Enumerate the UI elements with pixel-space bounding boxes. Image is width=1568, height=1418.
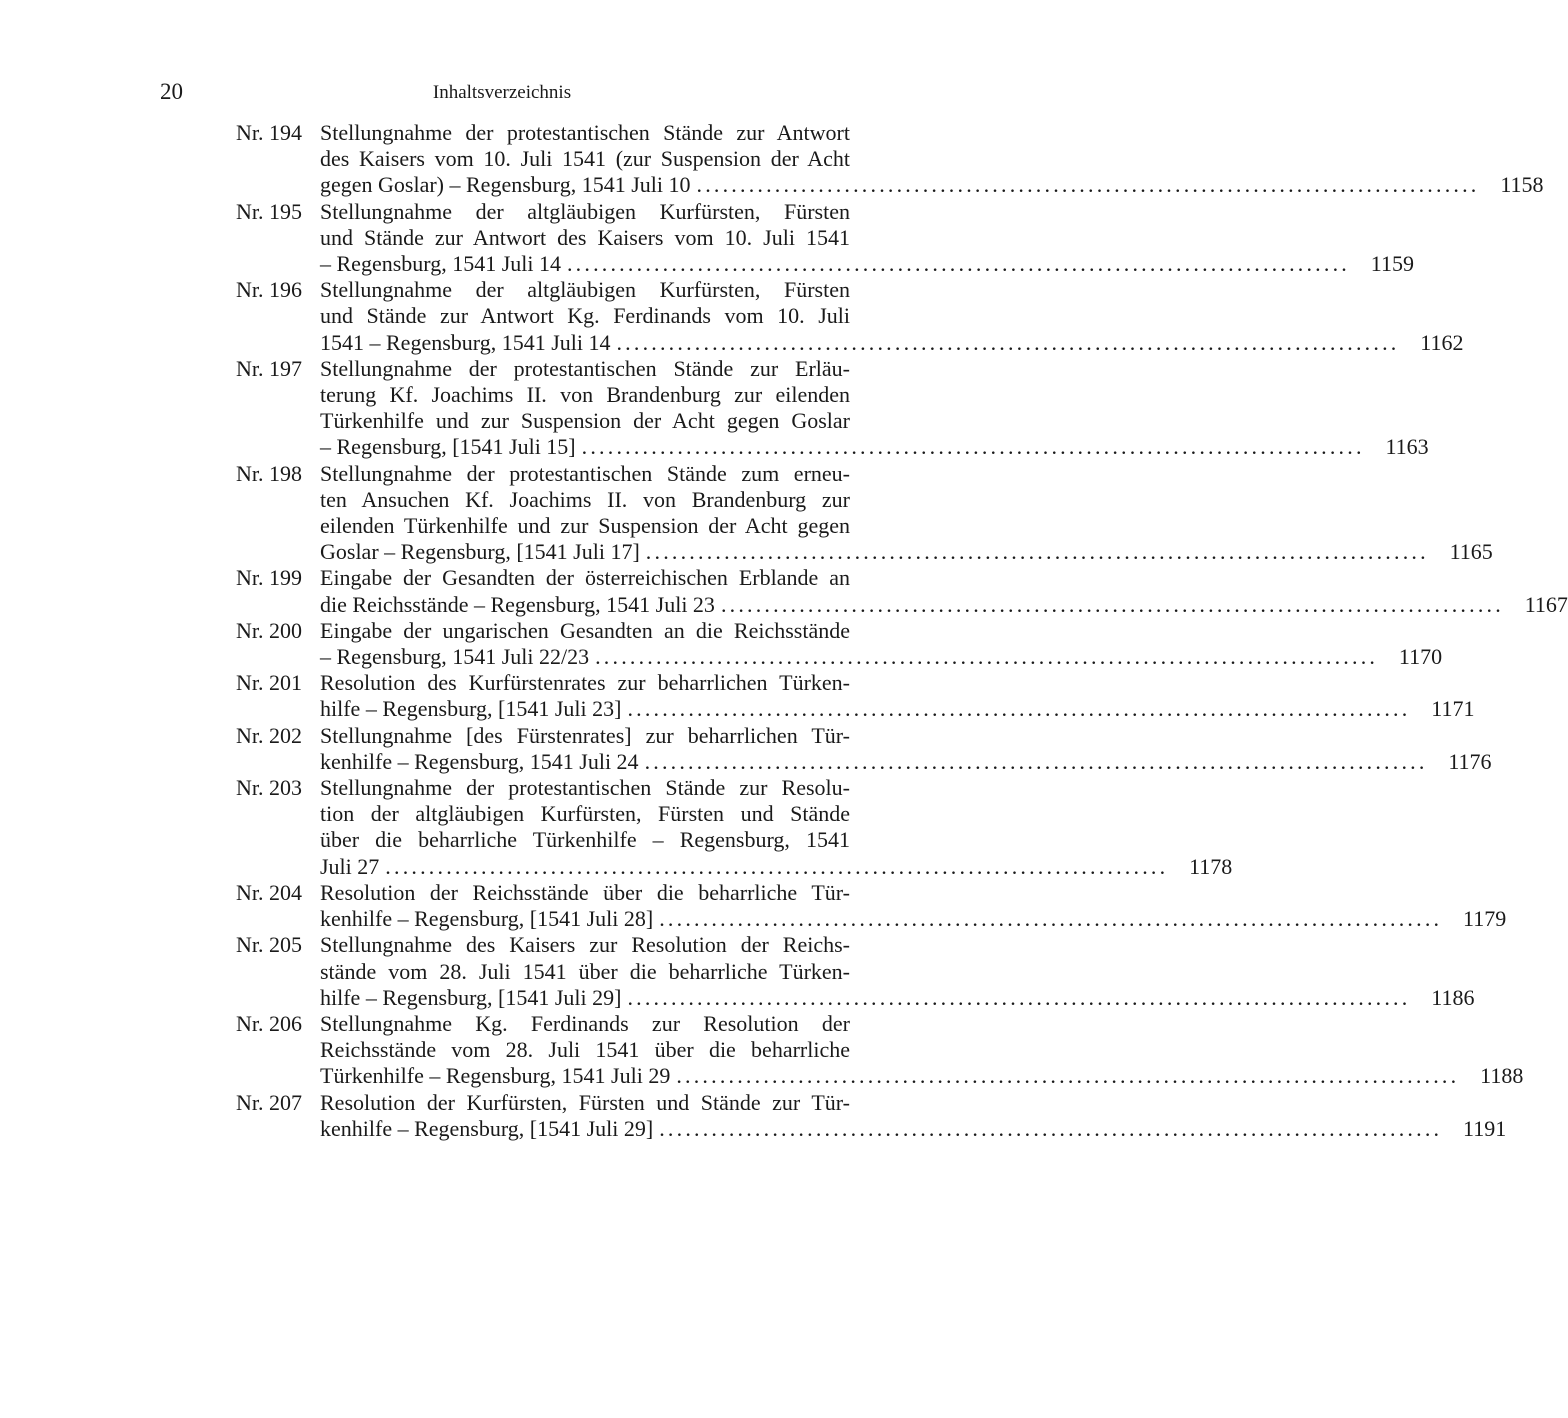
entry-title-end: hilfe – Regensburg, [1541 Juli 23]	[320, 696, 622, 722]
toc-entry	[236, 775, 1233, 880]
table-of-contents	[236, 120, 1568, 1142]
entry-last-line	[320, 984, 1475, 1011]
dot-leader: ..........................................................................................	[385, 853, 1169, 879]
entry-last-line	[320, 329, 1464, 356]
toc-entry	[236, 198, 1414, 278]
entry-title-end: kenhilfe – Regensburg, 1541 Juli 24	[320, 748, 639, 774]
entry-title-line: Eingabe der Gesandten der österreichischen Erblande an	[320, 565, 850, 591]
entry-page: 1179	[1463, 906, 1507, 932]
entry-page: 1159	[1370, 251, 1414, 277]
entry-page: 1165	[1449, 539, 1493, 565]
entry-last-line	[320, 1063, 1524, 1089]
entry-number: Nr. 203	[236, 775, 302, 801]
entry-page: 1167	[1524, 591, 1568, 617]
entry-title-line: Resolution des Kurfürstenrates zur beharrlichen Türken-	[320, 670, 850, 696]
entry-title-end: – Regensburg, 1541 Juli 22/23	[320, 644, 590, 670]
entry-title-line: über die beharrliche Türkenhilfe – Regensburg, 1541	[320, 827, 850, 853]
entry-last-line	[320, 853, 1233, 880]
toc-entry	[236, 932, 1475, 1011]
entry-title-line: Resolution der Kurfürsten, Fürsten und Stände zur Tür-	[320, 1089, 850, 1115]
toc-entry	[236, 120, 1544, 199]
entry-title-line: Türkenhilfe und zur Suspension der Acht gegen Goslar	[320, 408, 850, 434]
entry-title-line: Eingabe der ungarischen Gesandten an die Reichsstände	[320, 617, 850, 643]
entry-last-line	[320, 539, 1493, 565]
dot-leader: ..........................................................................................	[644, 748, 1428, 774]
entry-last-line	[320, 591, 1568, 618]
entry-last-line	[320, 251, 1414, 277]
entry-title-line: stände vom 28. Juli 1541 über die beharrliche Türken-	[320, 958, 850, 984]
dot-leader: ..........................................................................................	[566, 251, 1350, 277]
entry-page: 1186	[1431, 984, 1475, 1010]
entry-page: 1171	[1431, 696, 1475, 722]
entry-page: 1162	[1420, 329, 1464, 355]
entry-number: Nr. 196	[236, 277, 302, 303]
running-title: Inhaltsverzeichnis	[432, 82, 572, 103]
entry-number: Nr. 204	[236, 879, 302, 905]
entry-page: 1178	[1189, 853, 1233, 879]
dot-leader: ..........................................................................................	[581, 434, 1365, 460]
toc-entry	[236, 1089, 1507, 1142]
entry-title-line: Resolution der Reichsstände über die beharrliche Tür-	[320, 879, 850, 905]
entry-title-line: Stellungnahme der protestantischen Stände zur Erläu-	[320, 355, 850, 381]
entry-title-end: – Regensburg, 1541 Juli 14	[320, 251, 561, 277]
entry-last-line	[320, 172, 1544, 198]
dot-leader: ..........................................................................................	[676, 1063, 1460, 1089]
entry-number: Nr. 194	[236, 120, 302, 145]
entry-title-line: tion der altgläubigen Kurfürsten, Fürsten und Stände	[320, 801, 850, 827]
entry-title-end: kenhilfe – Regensburg, [1541 Juli 28]	[320, 906, 654, 932]
entry-number: Nr. 195	[236, 198, 302, 224]
dot-leader: ..........................................................................................	[627, 696, 1411, 722]
page-number: 20	[160, 79, 183, 104]
toc-entry	[236, 879, 1507, 932]
entry-number: Nr. 201	[236, 670, 302, 696]
dot-leader: ..........................................................................................	[720, 591, 1504, 617]
entry-title-line: Stellungnahme der protestantischen Stände zur Resolu-	[320, 775, 850, 801]
entry-last-line	[320, 748, 1492, 775]
entry-title-end: 1541 – Regensburg, 1541 Juli 14	[320, 329, 611, 355]
entry-title-line: Stellungnahme des Kaisers zur Resolution der Reichs-	[320, 932, 850, 958]
toc-entry	[236, 617, 1443, 670]
entry-title-line: und Stände zur Antwort des Kaisers vom 10. Juli 1541	[320, 224, 850, 250]
dot-leader: ..........................................................................................	[645, 539, 1429, 565]
entry-title-end: kenhilfe – Regensburg, [1541 Juli 29]	[320, 1115, 654, 1141]
entry-title-end: Türkenhilfe – Regensburg, 1541 Juli 29	[320, 1063, 671, 1089]
entry-page: 1170	[1398, 644, 1443, 670]
dot-leader: ..........................................................................................	[696, 172, 1480, 198]
toc-entry	[236, 355, 1429, 461]
toc-entry	[236, 460, 1493, 566]
entry-title-line: des Kaisers vom 10. Juli 1541 (zur Suspension der Acht	[320, 146, 850, 172]
toc-entry	[236, 565, 1568, 617]
entry-page: 1188	[1480, 1063, 1524, 1089]
entry-number: Nr. 200	[236, 617, 302, 643]
entry-number: Nr. 202	[236, 722, 302, 748]
entry-title-line: Stellungnahme Kg. Ferdinands zur Resolution der	[320, 1010, 850, 1036]
entry-number: Nr. 206	[236, 1010, 302, 1036]
entry-title-line: ten Ansuchen Kf. Joachims II. von Brandenburg zur	[320, 486, 850, 512]
entry-title-line: Stellungnahme der altgläubigen Kurfürsten, Fürsten	[320, 198, 850, 224]
entry-title-end: hilfe – Regensburg, [1541 Juli 29]	[320, 984, 622, 1010]
entry-number: Nr. 197	[236, 355, 302, 381]
entry-title-end: Juli 27	[320, 853, 380, 879]
dot-leader: ..........................................................................................	[595, 644, 1379, 670]
entry-title-line: eilenden Türkenhilfe und zur Suspension der Acht gegen	[320, 513, 850, 539]
entry-number: Nr. 207	[236, 1089, 302, 1115]
entry-last-line	[320, 644, 1443, 670]
entry-title-line: terung Kf. Joachims II. von Brandenburg zur eilenden	[320, 382, 850, 408]
entry-page: 1158	[1500, 172, 1544, 198]
entry-number: Nr. 199	[236, 565, 302, 591]
entry-number: Nr. 198	[236, 460, 302, 486]
dot-leader: ..........................................................................................	[659, 1115, 1443, 1141]
entry-number: Nr. 205	[236, 932, 302, 958]
toc-entry	[236, 1010, 1524, 1090]
entry-title-end: Goslar – Regensburg, [1541 Juli 17]	[320, 539, 640, 565]
entry-title-line: Stellungnahme der altgläubigen Kurfürsten, Fürsten	[320, 277, 850, 303]
entry-page: 1163	[1385, 434, 1429, 460]
entry-title-end: gegen Goslar) – Regensburg, 1541 Juli 10	[320, 172, 691, 198]
toc-entry	[236, 670, 1475, 722]
entry-title-line: Stellungnahme [des Fürstenrates] zur beharrlichen Tür-	[320, 722, 850, 748]
entry-title-line: Stellungnahme der protestantischen Stände zur Antwort	[320, 120, 850, 145]
entry-page: 1191	[1463, 1115, 1507, 1141]
dot-leader: ..........................................................................................	[659, 906, 1443, 932]
entry-title-line: Reichsstände vom 28. Juli 1541 über die beharrliche	[320, 1037, 850, 1063]
entry-title-line: und Stände zur Antwort Kg. Ferdinands vom 10. Juli	[320, 303, 850, 329]
entry-title-line: Stellungnahme der protestantischen Stände zum erneu-	[320, 460, 850, 486]
entry-last-line	[320, 906, 1507, 932]
toc-entry	[236, 722, 1492, 775]
toc-entry	[236, 277, 1464, 356]
entry-last-line	[320, 1115, 1507, 1142]
dot-leader: ..........................................................................................	[616, 329, 1400, 355]
entry-title-end: – Regensburg, [1541 Juli 15]	[320, 434, 576, 460]
entry-last-line	[320, 434, 1429, 460]
dot-leader: ..........................................................................................	[627, 984, 1411, 1010]
entry-page: 1176	[1448, 748, 1492, 774]
entry-title-end: die Reichsstände – Regensburg, 1541 Juli 23	[320, 591, 715, 617]
entry-last-line	[320, 696, 1475, 722]
